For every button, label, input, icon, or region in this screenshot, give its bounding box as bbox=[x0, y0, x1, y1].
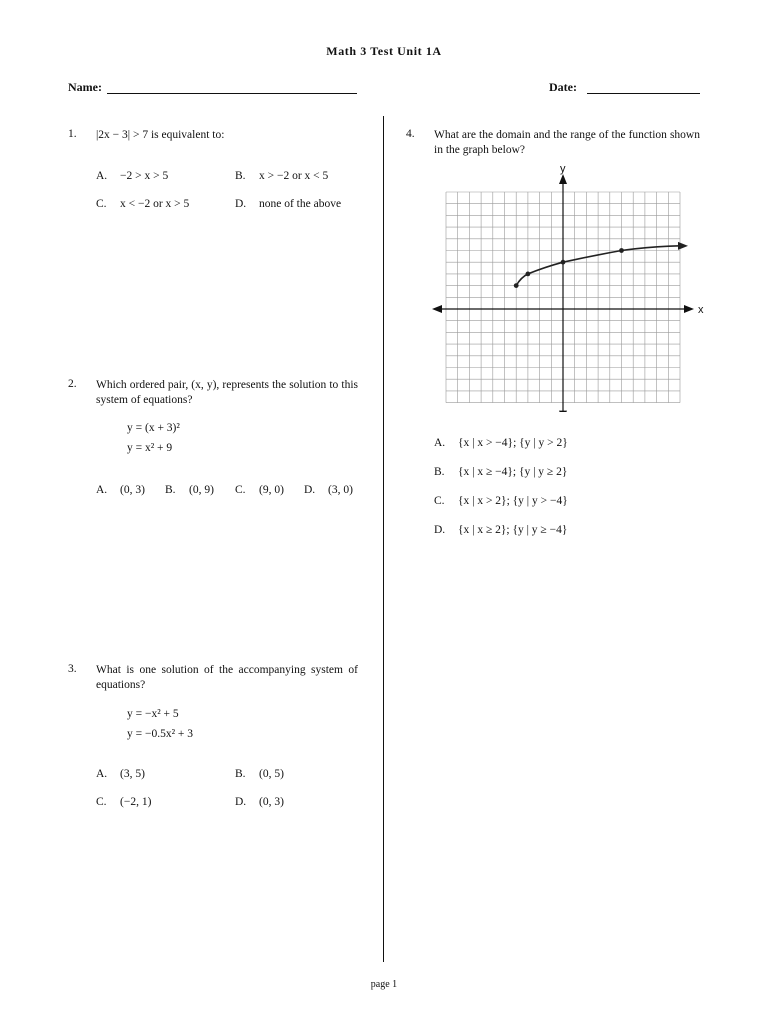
y-axis-arrow-down bbox=[559, 411, 567, 412]
option-text: x > −2 or x < 5 bbox=[259, 170, 329, 182]
option-letter: C. bbox=[434, 495, 445, 507]
name-field[interactable] bbox=[107, 93, 357, 94]
option-d[interactable] bbox=[304, 484, 353, 496]
option-letter: C. bbox=[96, 796, 107, 808]
option-c[interactable] bbox=[96, 796, 151, 808]
option-letter: D. bbox=[235, 198, 247, 210]
option-letter: A. bbox=[96, 768, 108, 780]
option-b[interactable] bbox=[165, 484, 214, 496]
option-a[interactable] bbox=[434, 437, 568, 449]
option-text: −2 > x > 5 bbox=[120, 170, 169, 182]
curve-arrow bbox=[678, 242, 688, 250]
option-c[interactable] bbox=[96, 198, 189, 210]
question-number: 1. bbox=[68, 128, 77, 140]
option-letter: B. bbox=[165, 484, 176, 496]
option-text: (0, 3) bbox=[259, 796, 284, 808]
x-axis-arrow-left bbox=[432, 305, 442, 313]
graph-curve-layer bbox=[514, 242, 688, 288]
function-graph bbox=[430, 162, 705, 412]
option-text: {x | x ≥ 2}; {y | y ≥ −4} bbox=[458, 524, 568, 536]
option-a[interactable] bbox=[96, 484, 145, 496]
y-axis-label: y bbox=[560, 163, 566, 175]
equation-2: y = x² + 9 bbox=[127, 442, 173, 454]
option-text: {x | x > −4}; {y | y > 2} bbox=[458, 437, 568, 449]
curve-point bbox=[526, 272, 531, 277]
option-text: x < −2 or x > 5 bbox=[120, 198, 190, 210]
name-label: Name: bbox=[68, 80, 102, 94]
page-number: page 1 bbox=[370, 979, 398, 990]
option-d[interactable] bbox=[235, 198, 341, 210]
option-letter: C. bbox=[235, 484, 246, 496]
option-b[interactable] bbox=[235, 768, 284, 780]
option-text: {x | x ≥ −4}; {y | y ≥ 2} bbox=[458, 466, 568, 478]
option-text: (0, 5) bbox=[259, 768, 284, 780]
curve-point bbox=[619, 248, 624, 253]
option-text: (−2, 1) bbox=[120, 796, 152, 808]
graph-axes bbox=[432, 174, 694, 412]
equation-1: y = (x + 3)² bbox=[127, 422, 180, 434]
option-c[interactable] bbox=[434, 495, 568, 507]
x-axis-arrow-right bbox=[684, 305, 694, 313]
option-letter: D. bbox=[434, 524, 446, 536]
option-letter: A. bbox=[96, 484, 108, 496]
option-b[interactable] bbox=[434, 466, 567, 478]
option-letter: B. bbox=[434, 466, 445, 478]
option-text: (0, 9) bbox=[189, 484, 214, 496]
option-letter: D. bbox=[304, 484, 316, 496]
option-letter: D. bbox=[235, 796, 247, 808]
option-a[interactable] bbox=[96, 768, 145, 780]
y-axis-arrow-up bbox=[559, 174, 567, 184]
option-text: (0, 3) bbox=[120, 484, 145, 496]
option-d[interactable] bbox=[235, 796, 284, 808]
option-letter: A. bbox=[434, 437, 446, 449]
option-a[interactable] bbox=[96, 170, 168, 182]
question-text: What are the domain and the range of the function shown in the graph below? bbox=[434, 129, 700, 156]
question-text: What is one solution of the accompanying system of equations? bbox=[96, 664, 358, 691]
option-text: (9, 0) bbox=[259, 484, 284, 496]
option-letter: B. bbox=[235, 768, 246, 780]
date-field[interactable] bbox=[587, 93, 700, 94]
option-letter: B. bbox=[235, 170, 246, 182]
equation-1: y = −x² + 5 bbox=[127, 708, 179, 720]
option-text: (3, 0) bbox=[328, 484, 353, 496]
question-number: 3. bbox=[68, 663, 77, 675]
option-text: (3, 5) bbox=[120, 768, 145, 780]
date-label: Date: bbox=[549, 80, 577, 94]
column-divider bbox=[383, 116, 384, 962]
equation-2: y = −0.5x² + 3 bbox=[127, 728, 194, 740]
question-text: Which ordered pair, (x, y), represents the solution to this system of equations? bbox=[96, 379, 358, 406]
option-text: none of the above bbox=[259, 198, 342, 210]
option-c[interactable] bbox=[235, 484, 284, 496]
option-text: {x | x > 2}; {y | y > −4} bbox=[458, 495, 568, 507]
option-letter: A. bbox=[96, 170, 108, 182]
page-title: Math 3 Test Unit 1A bbox=[326, 44, 442, 58]
x-axis-label: x bbox=[698, 304, 704, 316]
question-text: |2x − 3| > 7 is equivalent to: bbox=[96, 129, 225, 141]
curve-point bbox=[514, 283, 519, 288]
question-number: 2. bbox=[68, 378, 77, 390]
question-number: 4. bbox=[406, 128, 415, 140]
option-b[interactable] bbox=[235, 170, 328, 182]
curve-point bbox=[561, 260, 566, 265]
option-letter: C. bbox=[96, 198, 107, 210]
option-d[interactable] bbox=[434, 524, 567, 536]
